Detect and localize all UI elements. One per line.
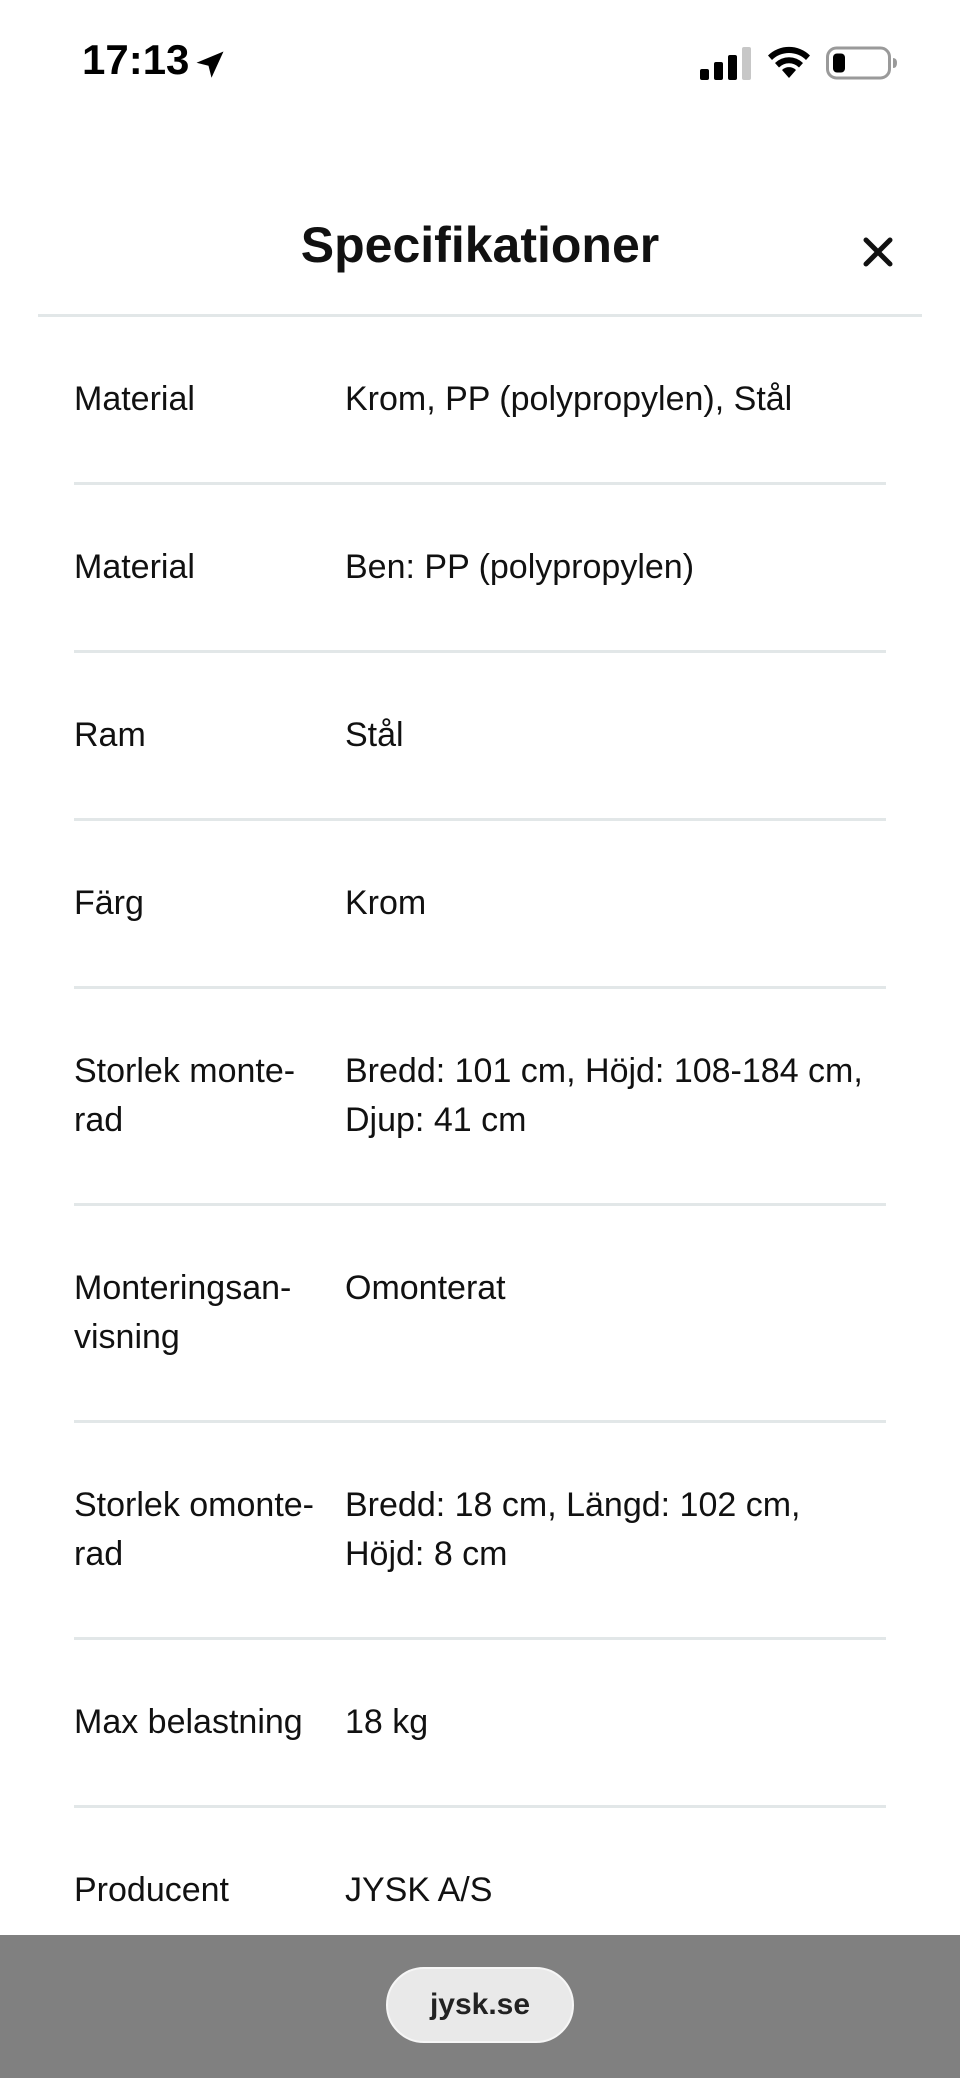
spec-label: Storlek monte- rad [74, 1052, 296, 1139]
close-icon[interactable] [856, 230, 900, 274]
spec-row-assembly-instructions [74, 1206, 886, 1423]
spec-value: Bredd: 101 cm, Höjd: 108-184 cm, Djup: 41 cm [345, 1052, 863, 1139]
spec-row-material-1 [74, 317, 886, 485]
page-title: Specifikationer [300, 217, 660, 273]
spec-value: JYSK A/S [345, 1871, 493, 1909]
spec-label: Material [74, 380, 195, 418]
sheet-header [38, 200, 922, 317]
battery-icon [826, 45, 898, 81]
spec-label: Producent [74, 1871, 229, 1909]
spec-value: Krom, PP (polypropylen), Stål [345, 380, 793, 418]
spec-label: Material [74, 548, 195, 586]
specification-list [74, 317, 886, 1976]
spec-row-frame [74, 653, 886, 821]
status-bar [0, 0, 960, 130]
spec-row-material-2 [74, 485, 886, 653]
spec-value: 18 kg [345, 1703, 429, 1741]
spec-label: Max belastning [74, 1703, 303, 1741]
spec-label: Storlek omonte- rad [74, 1486, 314, 1573]
url-address-button[interactable]: jysk.se [386, 1967, 574, 2043]
spec-value: Krom [345, 884, 427, 922]
spec-label: Monteringsan- visning [74, 1269, 292, 1356]
location-arrow-icon [192, 47, 228, 83]
spec-row-color [74, 821, 886, 989]
spec-label: Ram [74, 716, 146, 754]
spec-row-size-unassembled [74, 1423, 886, 1640]
spec-value: Bredd: 18 cm, Längd: 102 cm, Höjd: 8 cm [345, 1486, 801, 1573]
spec-row-max-load [74, 1640, 886, 1808]
spec-row-size-assembled [74, 989, 886, 1206]
spec-value: Omonterat [345, 1269, 506, 1307]
spec-value: Stål [345, 716, 404, 754]
browser-bottom-bar [0, 1935, 960, 2078]
status-time: 17:13 [82, 36, 190, 83]
cellular-signal-icon [700, 47, 752, 81]
spec-label: Färg [74, 884, 144, 922]
wifi-icon [766, 44, 812, 80]
spec-value: Ben: PP (polypropylen) [345, 548, 695, 586]
